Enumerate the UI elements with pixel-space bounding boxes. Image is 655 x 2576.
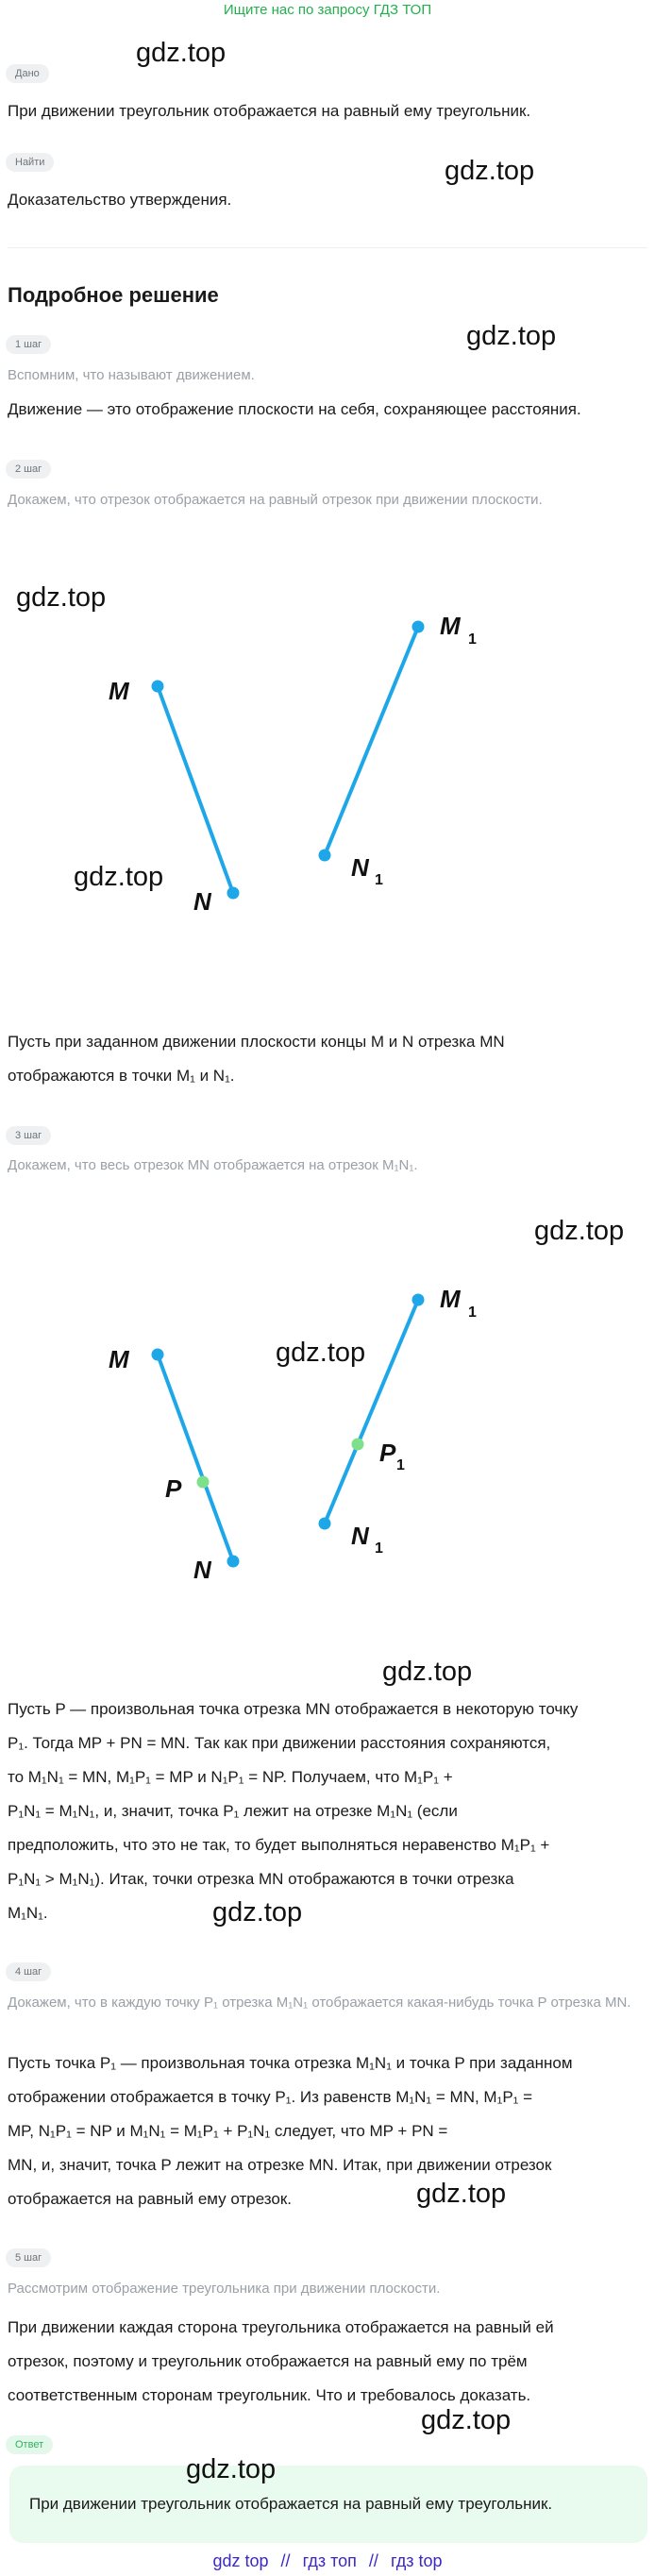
step-3-text-line-4: P₁N₁ = M₁N₁, и, значит, точка P₁ лежит на отрезке M₁N₁ (если xyxy=(8,1802,458,1820)
step-4-text-line-3: MP, N₁P₁ = NP и M₁N₁ = M₁P₁ + P₁N₁ следует, что MP + PN = xyxy=(8,2122,448,2140)
footer-link-2[interactable]: гдз топ xyxy=(302,2551,357,2570)
step-5-text-line-1: При движении каждая сторона треугольника отображается на равный ей xyxy=(8,2318,554,2336)
watermark: gdz.top xyxy=(416,2179,507,2209)
step-5-label: 5 шаг xyxy=(6,2248,51,2267)
top-banner[interactable]: Ищите нас по запросу ГДЗ ТОП xyxy=(223,2,432,18)
step-3-text-line-5: предположить, что это не так, то будет выполняться неравенство M₁P₁ + xyxy=(8,1836,550,1854)
label-m: M xyxy=(109,1345,129,1373)
label-p1: P xyxy=(379,1439,396,1467)
watermark: gdz.top xyxy=(382,1657,473,1687)
find-text: Доказательство утверждения. xyxy=(8,191,232,209)
label-m: M xyxy=(109,677,129,705)
point-n1 xyxy=(319,1518,331,1530)
divider xyxy=(8,247,647,248)
footer-link-3[interactable]: гдз top xyxy=(390,2551,443,2570)
label-m1: M xyxy=(440,612,461,640)
watermark: gdz.top xyxy=(16,582,107,613)
label-p: P xyxy=(165,1474,182,1503)
label-n1-sub: 1 xyxy=(375,1541,383,1557)
point-p1 xyxy=(352,1439,364,1451)
step-4-hint: Докажем, что в каждую точку P₁ отрезка M₁N₁ отображается какая-нибудь точка P отрезка MN. xyxy=(8,1995,631,2011)
footer-links xyxy=(0,2551,655,2571)
watermark: gdz.top xyxy=(186,2454,277,2484)
point-n1 xyxy=(319,850,331,862)
step-1-hint: Вспомним, что называют движением. xyxy=(8,367,255,383)
step-3-text-line-6: P₁N₁ > M₁N₁). Итак, точки отрезка MN отображаются в точки отрезка xyxy=(8,1870,514,1888)
point-n xyxy=(227,887,240,900)
watermark: gdz.top xyxy=(534,1216,625,1246)
step-3-text-line-3: то M₁N₁ = MN, M₁P₁ = MP и N₁P₁ = NP. Получаем, что M₁P₁ + xyxy=(8,1768,453,1786)
segment-m1n1 xyxy=(325,1300,418,1524)
step-4-text-line-2: отображении отображается в точку P₁. Из равенств M₁N₁ = MN, M₁P₁ = xyxy=(8,2088,533,2106)
step-3-hint: Докажем, что весь отрезок MN отображается на отрезок M₁N₁. xyxy=(8,1157,418,1173)
step-4-label: 4 шаг xyxy=(6,1962,51,1981)
step-2-hint: Докажем, что отрезок отображается на равный отрезок при движении плоскости. xyxy=(8,492,543,508)
label-n1: N xyxy=(351,853,369,882)
label-m1: M xyxy=(440,1285,461,1313)
step-5-hint: Рассмотрим отображение треугольника при движении плоскости. xyxy=(8,2281,441,2297)
footer-separator: // xyxy=(368,2551,378,2570)
step-5-text-line-3: соответственным сторонам треугольник. Что и требовалось доказать. xyxy=(8,2386,531,2404)
answer-label: Ответ xyxy=(6,2435,53,2454)
label-n1: N xyxy=(351,1522,369,1550)
step-4-text-line-4: MN, и, значит, точка P лежит на отрезке MN. Итак, при движении отрезок xyxy=(8,2156,552,2174)
answer-text: При движении треугольник отображается на равный ему треугольник. xyxy=(29,2495,553,2513)
step-3-text-line-2: P₁. Тогда MP + PN = MN. Так как при движении расстояния сохраняются, xyxy=(8,1734,551,1752)
watermark: gdz.top xyxy=(74,862,164,892)
step-3-text-line-7: M₁N₁. xyxy=(8,1904,48,1922)
step-2-text-line-1: Пусть при заданном движении плоскости концы M и N отрезка MN xyxy=(8,1033,505,1051)
figure-segment-mapping xyxy=(0,566,655,944)
step-1-text: Движение — это отображение плоскости на себя, сохраняющее расстояния. xyxy=(8,400,581,418)
given-text: При движении треугольник отображается на равный ему треугольник. xyxy=(8,102,531,120)
watermark: gdz.top xyxy=(136,38,227,68)
step-4-text-line-5: отображается на равный ему отрезок. xyxy=(8,2190,293,2208)
step-4-text-line-1: Пусть точка P₁ — произвольная точка отрезка M₁N₁ и точка P при заданном xyxy=(8,2054,573,2072)
step-5-text-line-2: отрезок, поэтому и треугольник отображается на равный ему по трём xyxy=(8,2352,528,2370)
segment-mn xyxy=(158,1355,233,1561)
point-m1 xyxy=(412,1294,425,1306)
label-m1-sub: 1 xyxy=(468,631,477,648)
step-3-text-line-1: Пусть P — произвольная точка отрезка MN отображается в некоторую точку xyxy=(8,1700,579,1718)
label-m1-sub: 1 xyxy=(468,1305,477,1321)
segment-m1n1 xyxy=(325,627,418,855)
given-label: Дано xyxy=(6,64,49,83)
point-m1 xyxy=(412,621,425,633)
point-m xyxy=(152,681,164,693)
point-n xyxy=(227,1556,240,1568)
step-2-label: 2 шаг xyxy=(6,460,51,479)
figure-segment-points xyxy=(0,1255,655,1633)
find-label: Найти xyxy=(6,153,54,172)
segment-mn xyxy=(158,686,233,893)
watermark: gdz.top xyxy=(276,1338,366,1368)
watermark: gdz.top xyxy=(421,2405,512,2435)
solution-title: Подробное решение xyxy=(8,283,219,307)
point-p xyxy=(197,1476,210,1489)
label-n: N xyxy=(193,1556,211,1584)
watermark: gdz.top xyxy=(466,321,557,351)
point-m xyxy=(152,1349,164,1361)
step-2-text-line-2: отображаются в точки M₁ и N₁. xyxy=(8,1067,235,1085)
label-n: N xyxy=(193,887,211,916)
watermark: gdz.top xyxy=(212,1897,303,1928)
footer-separator: // xyxy=(280,2551,291,2570)
label-n1-sub: 1 xyxy=(375,872,383,888)
step-1-label: 1 шаг xyxy=(6,335,51,354)
label-p1-sub: 1 xyxy=(396,1457,405,1473)
footer-link-1[interactable]: gdz top xyxy=(212,2551,269,2570)
watermark: gdz.top xyxy=(445,156,535,186)
step-3-label: 3 шаг xyxy=(6,1126,51,1145)
